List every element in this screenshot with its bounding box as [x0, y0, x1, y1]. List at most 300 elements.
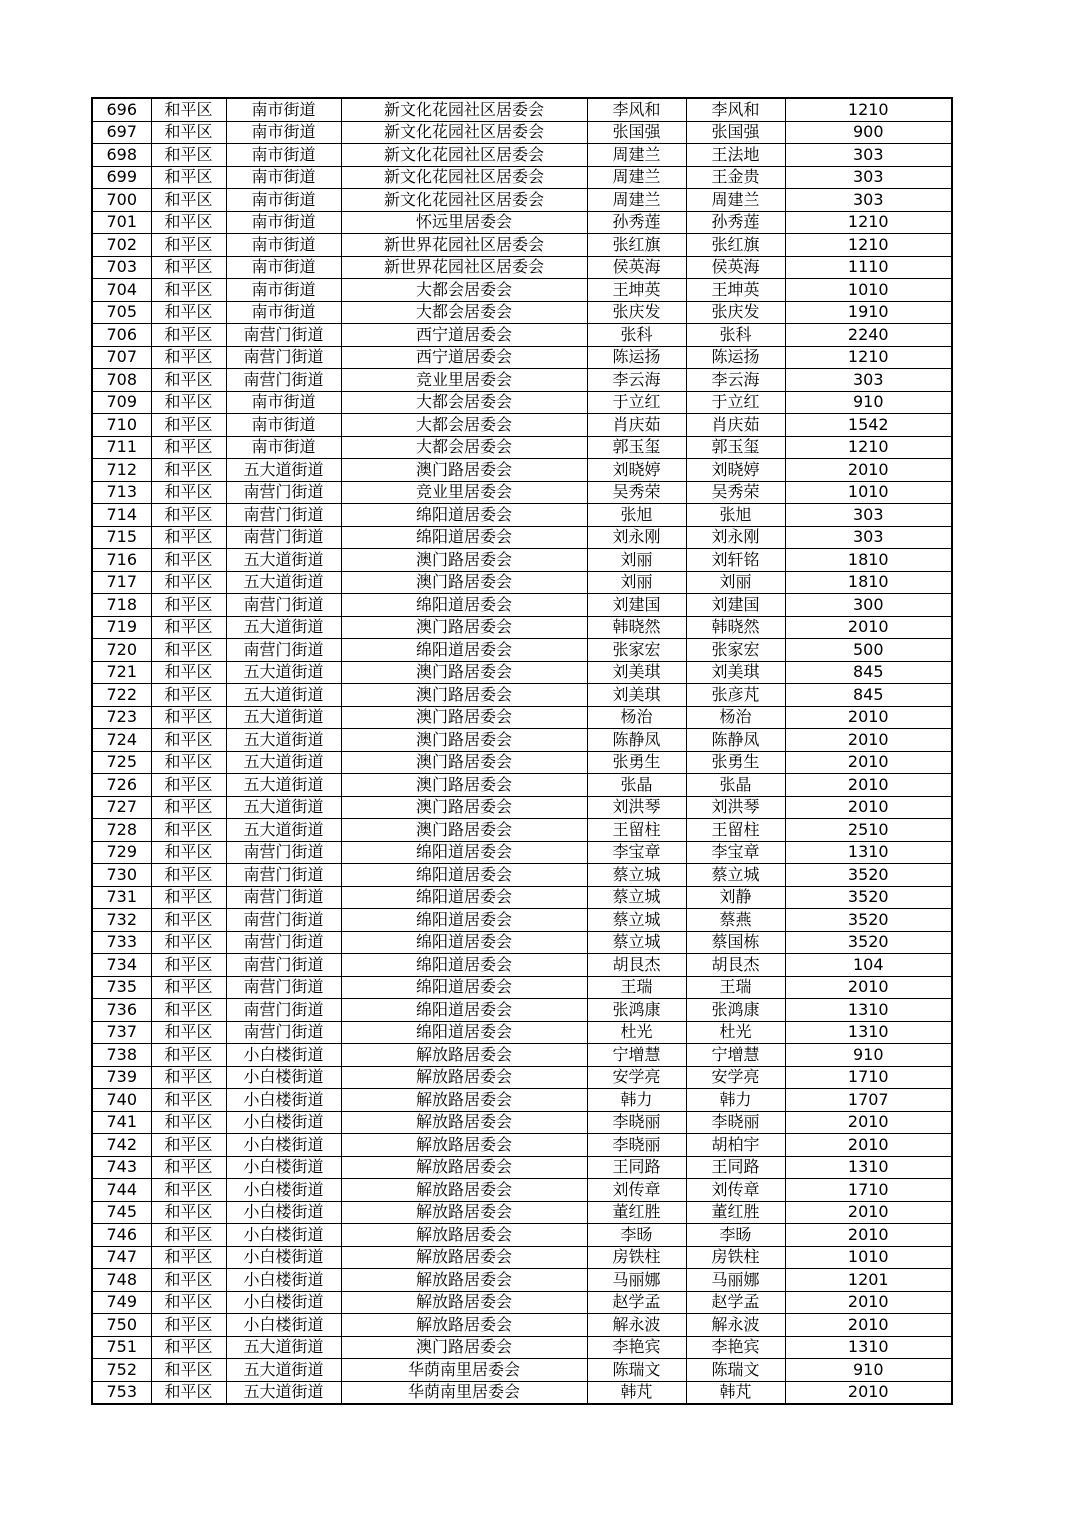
- table-row: [92, 706, 952, 729]
- applicant-cell: 王留柱: [587, 819, 686, 842]
- applicant-cell: 李晓丽: [587, 1134, 686, 1157]
- district-cell: 和平区: [151, 729, 226, 752]
- applicant-cell: 王同路: [587, 1156, 686, 1179]
- committee-cell: 绵阳道居委会: [341, 954, 587, 977]
- table-row: [92, 1269, 952, 1292]
- district-cell: 和平区: [151, 1314, 226, 1337]
- member-cell: 解永波: [686, 1314, 785, 1337]
- row-number-cell: 719: [92, 616, 151, 639]
- committee-cell: 澳门路居委会: [341, 616, 587, 639]
- street-cell: 小白楼街道: [226, 1314, 341, 1337]
- committee-cell: 澳门路居委会: [341, 819, 587, 842]
- applicant-cell: 吴秀荣: [587, 481, 686, 504]
- row-number-cell: 747: [92, 1246, 151, 1269]
- row-number-cell: 732: [92, 909, 151, 932]
- district-cell: 和平区: [151, 504, 226, 527]
- member-cell: 刘丽: [686, 571, 785, 594]
- amount-cell: 1110: [785, 256, 952, 279]
- table-row: [92, 504, 952, 527]
- row-number-cell: 736: [92, 999, 151, 1022]
- street-cell: 五大道街道: [226, 1336, 341, 1359]
- district-cell: 和平区: [151, 346, 226, 369]
- committee-cell: 竞业里居委会: [341, 481, 587, 504]
- member-cell: 杜光: [686, 1021, 785, 1044]
- applicant-cell: 刘美琪: [587, 684, 686, 707]
- street-cell: 南营门街道: [226, 594, 341, 617]
- table-row: [92, 1201, 952, 1224]
- amount-cell: 1210: [785, 211, 952, 234]
- applicant-cell: 宁增慧: [587, 1044, 686, 1067]
- row-number-cell: 733: [92, 931, 151, 954]
- member-cell: 李风和: [686, 98, 785, 121]
- row-number-cell: 713: [92, 481, 151, 504]
- row-number-cell: 731: [92, 886, 151, 909]
- amount-cell: 2010: [785, 616, 952, 639]
- amount-cell: 1210: [785, 436, 952, 459]
- member-cell: 王瑞: [686, 976, 785, 999]
- applicant-cell: 蔡立城: [587, 886, 686, 909]
- row-number-cell: 721: [92, 661, 151, 684]
- street-cell: 小白楼街道: [226, 1246, 341, 1269]
- applicant-cell: 韩晓然: [587, 616, 686, 639]
- committee-cell: 大都会居委会: [341, 301, 587, 324]
- street-cell: 五大道街道: [226, 706, 341, 729]
- applicant-cell: 张国强: [587, 121, 686, 144]
- data-table: [91, 97, 953, 1405]
- table-row: [92, 549, 952, 572]
- street-cell: 小白楼街道: [226, 1291, 341, 1314]
- street-cell: 南营门街道: [226, 999, 341, 1022]
- committee-cell: 解放路居委会: [341, 1246, 587, 1269]
- amount-cell: 3520: [785, 886, 952, 909]
- committee-cell: 华荫南里居委会: [341, 1381, 587, 1404]
- applicant-cell: 刘美琪: [587, 661, 686, 684]
- table-row: [92, 774, 952, 797]
- district-cell: 和平区: [151, 1291, 226, 1314]
- table-row: [92, 639, 952, 662]
- member-cell: 吴秀荣: [686, 481, 785, 504]
- applicant-cell: 韩力: [587, 1089, 686, 1112]
- table-row: [92, 1314, 952, 1337]
- member-cell: 陈瑞文: [686, 1359, 785, 1382]
- street-cell: 南市街道: [226, 98, 341, 121]
- member-cell: 李云海: [686, 369, 785, 392]
- row-number-cell: 748: [92, 1269, 151, 1292]
- amount-cell: 2010: [785, 1314, 952, 1337]
- applicant-cell: 侯英海: [587, 256, 686, 279]
- committee-cell: 澳门路居委会: [341, 706, 587, 729]
- committee-cell: 绵阳道居委会: [341, 931, 587, 954]
- row-number-cell: 696: [92, 98, 151, 121]
- table-row: [92, 166, 952, 189]
- amount-cell: 2010: [785, 706, 952, 729]
- applicant-cell: 刘建国: [587, 594, 686, 617]
- amount-cell: 1910: [785, 301, 952, 324]
- street-cell: 南营门街道: [226, 324, 341, 347]
- district-cell: 和平区: [151, 211, 226, 234]
- district-cell: 和平区: [151, 1089, 226, 1112]
- district-cell: 和平区: [151, 98, 226, 121]
- street-cell: 南营门街道: [226, 931, 341, 954]
- district-cell: 和平区: [151, 909, 226, 932]
- amount-cell: 500: [785, 639, 952, 662]
- applicant-cell: 陈瑞文: [587, 1359, 686, 1382]
- district-cell: 和平区: [151, 841, 226, 864]
- member-cell: 杨治: [686, 706, 785, 729]
- district-cell: 和平区: [151, 571, 226, 594]
- table-row: [92, 931, 952, 954]
- street-cell: 五大道街道: [226, 684, 341, 707]
- district-cell: 和平区: [151, 1044, 226, 1067]
- applicant-cell: 刘晓婷: [587, 459, 686, 482]
- committee-cell: 解放路居委会: [341, 1269, 587, 1292]
- member-cell: 李旸: [686, 1224, 785, 1247]
- amount-cell: 1210: [785, 346, 952, 369]
- row-number-cell: 751: [92, 1336, 151, 1359]
- table-row: [92, 1224, 952, 1247]
- committee-cell: 澳门路居委会: [341, 661, 587, 684]
- amount-cell: 3520: [785, 931, 952, 954]
- amount-cell: 104: [785, 954, 952, 977]
- amount-cell: 1310: [785, 1021, 952, 1044]
- amount-cell: 3520: [785, 909, 952, 932]
- street-cell: 五大道街道: [226, 796, 341, 819]
- member-cell: 胡艮杰: [686, 954, 785, 977]
- table-row: [92, 1359, 952, 1382]
- member-cell: 王坤英: [686, 279, 785, 302]
- committee-cell: 解放路居委会: [341, 1089, 587, 1112]
- committee-cell: 绵阳道居委会: [341, 594, 587, 617]
- member-cell: 于立红: [686, 391, 785, 414]
- table-row: [92, 954, 952, 977]
- district-cell: 和平区: [151, 1359, 226, 1382]
- row-number-cell: 717: [92, 571, 151, 594]
- member-cell: 张国强: [686, 121, 785, 144]
- applicant-cell: 刘丽: [587, 549, 686, 572]
- applicant-cell: 李宝章: [587, 841, 686, 864]
- row-number-cell: 708: [92, 369, 151, 392]
- district-cell: 和平区: [151, 1134, 226, 1157]
- amount-cell: 1010: [785, 1246, 952, 1269]
- district-cell: 和平区: [151, 459, 226, 482]
- row-number-cell: 702: [92, 234, 151, 257]
- row-number-cell: 729: [92, 841, 151, 864]
- row-number-cell: 700: [92, 189, 151, 212]
- applicant-cell: 张鸿康: [587, 999, 686, 1022]
- row-number-cell: 750: [92, 1314, 151, 1337]
- district-cell: 和平区: [151, 886, 226, 909]
- street-cell: 南营门街道: [226, 841, 341, 864]
- table-row: [92, 886, 952, 909]
- street-cell: 南市街道: [226, 301, 341, 324]
- street-cell: 小白楼街道: [226, 1089, 341, 1112]
- applicant-cell: 肖庆茹: [587, 414, 686, 437]
- row-number-cell: 705: [92, 301, 151, 324]
- member-cell: 房铁柱: [686, 1246, 785, 1269]
- street-cell: 五大道街道: [226, 819, 341, 842]
- street-cell: 小白楼街道: [226, 1111, 341, 1134]
- amount-cell: 1010: [785, 279, 952, 302]
- street-cell: 南营门街道: [226, 909, 341, 932]
- member-cell: 刘建国: [686, 594, 785, 617]
- member-cell: 蔡立城: [686, 864, 785, 887]
- applicant-cell: 李晓丽: [587, 1111, 686, 1134]
- amount-cell: 2010: [785, 1224, 952, 1247]
- district-cell: 和平区: [151, 1111, 226, 1134]
- street-cell: 五大道街道: [226, 549, 341, 572]
- row-number-cell: 714: [92, 504, 151, 527]
- table-row: [92, 594, 952, 617]
- applicant-cell: 杨治: [587, 706, 686, 729]
- applicant-cell: 李旸: [587, 1224, 686, 1247]
- row-number-cell: 712: [92, 459, 151, 482]
- district-cell: 和平区: [151, 864, 226, 887]
- district-cell: 和平区: [151, 436, 226, 459]
- district-cell: 和平区: [151, 1156, 226, 1179]
- district-cell: 和平区: [151, 1381, 226, 1404]
- applicant-cell: 马丽娜: [587, 1269, 686, 1292]
- district-cell: 和平区: [151, 256, 226, 279]
- committee-cell: 西宁道居委会: [341, 324, 587, 347]
- street-cell: 小白楼街道: [226, 1224, 341, 1247]
- committee-cell: 澳门路居委会: [341, 459, 587, 482]
- amount-cell: 1210: [785, 234, 952, 257]
- committee-cell: 绵阳道居委会: [341, 909, 587, 932]
- committee-cell: 澳门路居委会: [341, 549, 587, 572]
- table-row: [92, 98, 952, 121]
- amount-cell: 1310: [785, 999, 952, 1022]
- amount-cell: 303: [785, 504, 952, 527]
- street-cell: 南营门街道: [226, 639, 341, 662]
- table-row: [92, 1111, 952, 1134]
- applicant-cell: 周建兰: [587, 189, 686, 212]
- applicant-cell: 蔡立城: [587, 864, 686, 887]
- amount-cell: 1710: [785, 1066, 952, 1089]
- table-row: [92, 661, 952, 684]
- amount-cell: 303: [785, 144, 952, 167]
- member-cell: 张鸿康: [686, 999, 785, 1022]
- street-cell: 南市街道: [226, 436, 341, 459]
- member-cell: 王金贵: [686, 166, 785, 189]
- amount-cell: 1542: [785, 414, 952, 437]
- applicant-cell: 周建兰: [587, 144, 686, 167]
- member-cell: 陈静凤: [686, 729, 785, 752]
- committee-cell: 怀远里居委会: [341, 211, 587, 234]
- amount-cell: 845: [785, 661, 952, 684]
- table-row: [92, 1246, 952, 1269]
- row-number-cell: 698: [92, 144, 151, 167]
- row-number-cell: 704: [92, 279, 151, 302]
- street-cell: 小白楼街道: [226, 1044, 341, 1067]
- table-row: [92, 1381, 952, 1404]
- street-cell: 南市街道: [226, 121, 341, 144]
- row-number-cell: 699: [92, 166, 151, 189]
- member-cell: 韩力: [686, 1089, 785, 1112]
- table-row: [92, 1134, 952, 1157]
- member-cell: 侯英海: [686, 256, 785, 279]
- district-cell: 和平区: [151, 324, 226, 347]
- row-number-cell: 727: [92, 796, 151, 819]
- member-cell: 刘永刚: [686, 526, 785, 549]
- committee-cell: 新文化花园社区居委会: [341, 189, 587, 212]
- district-cell: 和平区: [151, 414, 226, 437]
- district-cell: 和平区: [151, 369, 226, 392]
- member-cell: 王同路: [686, 1156, 785, 1179]
- member-cell: 张彦芃: [686, 684, 785, 707]
- street-cell: 五大道街道: [226, 571, 341, 594]
- member-cell: 张庆发: [686, 301, 785, 324]
- committee-cell: 绵阳道居委会: [341, 976, 587, 999]
- street-cell: 南市街道: [226, 414, 341, 437]
- applicant-cell: 蔡立城: [587, 931, 686, 954]
- street-cell: 南营门街道: [226, 954, 341, 977]
- street-cell: 南市街道: [226, 211, 341, 234]
- table-row: [92, 1179, 952, 1202]
- amount-cell: 845: [785, 684, 952, 707]
- street-cell: 五大道街道: [226, 751, 341, 774]
- district-cell: 和平区: [151, 796, 226, 819]
- street-cell: 南市街道: [226, 234, 341, 257]
- committee-cell: 新文化花园社区居委会: [341, 144, 587, 167]
- row-number-cell: 740: [92, 1089, 151, 1112]
- row-number-cell: 711: [92, 436, 151, 459]
- row-number-cell: 728: [92, 819, 151, 842]
- street-cell: 五大道街道: [226, 459, 341, 482]
- row-number-cell: 749: [92, 1291, 151, 1314]
- member-cell: 刘静: [686, 886, 785, 909]
- district-cell: 和平区: [151, 1021, 226, 1044]
- street-cell: 南市街道: [226, 144, 341, 167]
- table-row: [92, 526, 952, 549]
- street-cell: 五大道街道: [226, 1359, 341, 1382]
- amount-cell: 900: [785, 121, 952, 144]
- member-cell: 周建兰: [686, 189, 785, 212]
- committee-cell: 澳门路居委会: [341, 1336, 587, 1359]
- table-row: [92, 256, 952, 279]
- street-cell: 南市街道: [226, 256, 341, 279]
- member-cell: 郭玉玺: [686, 436, 785, 459]
- committee-cell: 解放路居委会: [341, 1224, 587, 1247]
- street-cell: 五大道街道: [226, 661, 341, 684]
- amount-cell: 2010: [785, 1201, 952, 1224]
- member-cell: 王法地: [686, 144, 785, 167]
- member-cell: 李宝章: [686, 841, 785, 864]
- table-row: [92, 1089, 952, 1112]
- member-cell: 董红胜: [686, 1201, 785, 1224]
- row-number-cell: 715: [92, 526, 151, 549]
- street-cell: 小白楼街道: [226, 1179, 341, 1202]
- committee-cell: 大都会居委会: [341, 279, 587, 302]
- committee-cell: 解放路居委会: [341, 1179, 587, 1202]
- district-cell: 和平区: [151, 234, 226, 257]
- committee-cell: 澳门路居委会: [341, 751, 587, 774]
- row-number-cell: 735: [92, 976, 151, 999]
- district-cell: 和平区: [151, 976, 226, 999]
- member-cell: 孙秀莲: [686, 211, 785, 234]
- member-cell: 宁增慧: [686, 1044, 785, 1067]
- street-cell: 南营门街道: [226, 864, 341, 887]
- table-row: [92, 841, 952, 864]
- applicant-cell: 房铁柱: [587, 1246, 686, 1269]
- row-number-cell: 697: [92, 121, 151, 144]
- applicant-cell: 赵学孟: [587, 1291, 686, 1314]
- applicant-cell: 陈静凤: [587, 729, 686, 752]
- district-cell: 和平区: [151, 144, 226, 167]
- table-row: [92, 616, 952, 639]
- table-body: [92, 98, 952, 1404]
- street-cell: 南营门街道: [226, 976, 341, 999]
- district-cell: 和平区: [151, 391, 226, 414]
- committee-cell: 新世界花园社区居委会: [341, 234, 587, 257]
- table-row: [92, 481, 952, 504]
- member-cell: 张红旗: [686, 234, 785, 257]
- amount-cell: 1010: [785, 481, 952, 504]
- member-cell: 张勇生: [686, 751, 785, 774]
- street-cell: 南营门街道: [226, 886, 341, 909]
- committee-cell: 大都会居委会: [341, 391, 587, 414]
- district-cell: 和平区: [151, 684, 226, 707]
- amount-cell: 1810: [785, 571, 952, 594]
- committee-cell: 新文化花园社区居委会: [341, 166, 587, 189]
- applicant-cell: 董红胜: [587, 1201, 686, 1224]
- table-row: [92, 1021, 952, 1044]
- row-number-cell: 722: [92, 684, 151, 707]
- district-cell: 和平区: [151, 706, 226, 729]
- district-cell: 和平区: [151, 661, 226, 684]
- member-cell: 马丽娜: [686, 1269, 785, 1292]
- table-row: [92, 189, 952, 212]
- member-cell: 肖庆茹: [686, 414, 785, 437]
- row-number-cell: 726: [92, 774, 151, 797]
- applicant-cell: 刘丽: [587, 571, 686, 594]
- committee-cell: 澳门路居委会: [341, 796, 587, 819]
- row-number-cell: 723: [92, 706, 151, 729]
- applicant-cell: 蔡立城: [587, 909, 686, 932]
- table-row: [92, 1066, 952, 1089]
- street-cell: 五大道街道: [226, 774, 341, 797]
- committee-cell: 绵阳道居委会: [341, 504, 587, 527]
- applicant-cell: 郭玉玺: [587, 436, 686, 459]
- street-cell: 南市街道: [226, 391, 341, 414]
- applicant-cell: 周建兰: [587, 166, 686, 189]
- committee-cell: 解放路居委会: [341, 1314, 587, 1337]
- district-cell: 和平区: [151, 1066, 226, 1089]
- row-number-cell: 718: [92, 594, 151, 617]
- amount-cell: 2240: [785, 324, 952, 347]
- street-cell: 南市街道: [226, 189, 341, 212]
- applicant-cell: 李云海: [587, 369, 686, 392]
- member-cell: 赵学孟: [686, 1291, 785, 1314]
- committee-cell: 竞业里居委会: [341, 369, 587, 392]
- row-number-cell: 737: [92, 1021, 151, 1044]
- street-cell: 小白楼街道: [226, 1156, 341, 1179]
- amount-cell: 2010: [785, 1134, 952, 1157]
- amount-cell: 303: [785, 526, 952, 549]
- committee-cell: 解放路居委会: [341, 1111, 587, 1134]
- committee-cell: 新世界花园社区居委会: [341, 256, 587, 279]
- member-cell: 安学亮: [686, 1066, 785, 1089]
- district-cell: 和平区: [151, 594, 226, 617]
- row-number-cell: 739: [92, 1066, 151, 1089]
- district-cell: 和平区: [151, 639, 226, 662]
- committee-cell: 解放路居委会: [341, 1201, 587, 1224]
- row-number-cell: 744: [92, 1179, 151, 1202]
- district-cell: 和平区: [151, 481, 226, 504]
- district-cell: 和平区: [151, 279, 226, 302]
- table-row: [92, 391, 952, 414]
- street-cell: 南营门街道: [226, 504, 341, 527]
- district-cell: 和平区: [151, 1179, 226, 1202]
